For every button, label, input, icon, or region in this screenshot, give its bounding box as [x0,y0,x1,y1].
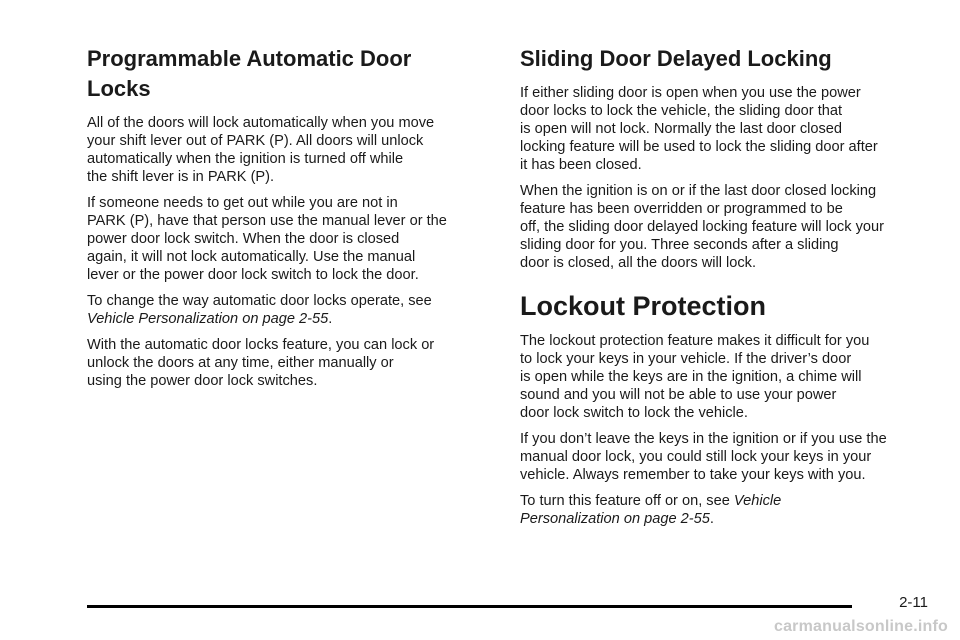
paragraph-change-locks [87,292,495,328]
footer-divider [87,605,852,608]
paragraph-text: To change the way automatic door locks operate, see [87,293,432,309]
paragraph-text: To turn this feature off or on, see [520,493,734,509]
paragraph: With the automatic door locks feature, you can lock or unlock the doors at any time, either manually or using the power door lock switches. [87,337,435,389]
paragraph: When the ignition is on or if the last door closed locking feature has been overridden or programmed to be off, the sliding door delayed locking feature will lock your sliding door for you. Three seconds after a sliding door is closed, all the doors will lock. [520,183,884,271]
paragraph: The lockout protection feature makes it difficult for you to lock your keys in your vehicle. If the driver’s door is open while the keys are in the ignition, a chime will sound and you will not be able to use your power door lock switch to lock the vehicle. [520,333,870,421]
cross-reference-link[interactable]: Vehicle Personalization on page 2-55 [87,311,329,327]
cross-reference-link[interactable]: Vehicle Personalization on page 2-55 [520,493,782,527]
paragraph: If either sliding door is open when you use the power door locks to lock the vehicle, the sliding door that is open will not lock. Normally the last door closed locking feature will be used to lock the sliding door after it has been closed. [520,85,878,173]
paragraph-turn-feature [520,492,930,528]
section-heading-sliding-door: Sliding Door Delayed Locking [520,46,832,71]
paragraph-end: . [709,511,714,527]
section-heading-lockout-protection: Lockout Protection [520,291,767,321]
page-number: 2-11 [899,594,928,611]
section-heading-programmable-locks: Programmable Automatic Door Locks [87,46,412,101]
paragraph: If you don’t leave the keys in the ignition or if you use the manual door lock, you could still lock your keys in your vehicle. Always remember to take your keys with you. [520,431,887,483]
paragraph: If someone needs to get out while you are not in PARK (P), have that person use the manual lever or the power door lock switch. When the door is closed again, it will not lock automatically. Use the manual lever or the power door lock switch to lock the door. [87,195,447,283]
watermark: carmanualsonline.info [773,618,948,635]
right-column [520,44,930,536]
paragraph: All of the doors will lock automatically when you move your shift lever out of PARK (P). All doors will unlock automatically when the ignition is turned off while the shift lever is in PARK (P). [87,115,435,185]
paragraph-end: . [328,311,333,327]
left-column [87,44,495,398]
